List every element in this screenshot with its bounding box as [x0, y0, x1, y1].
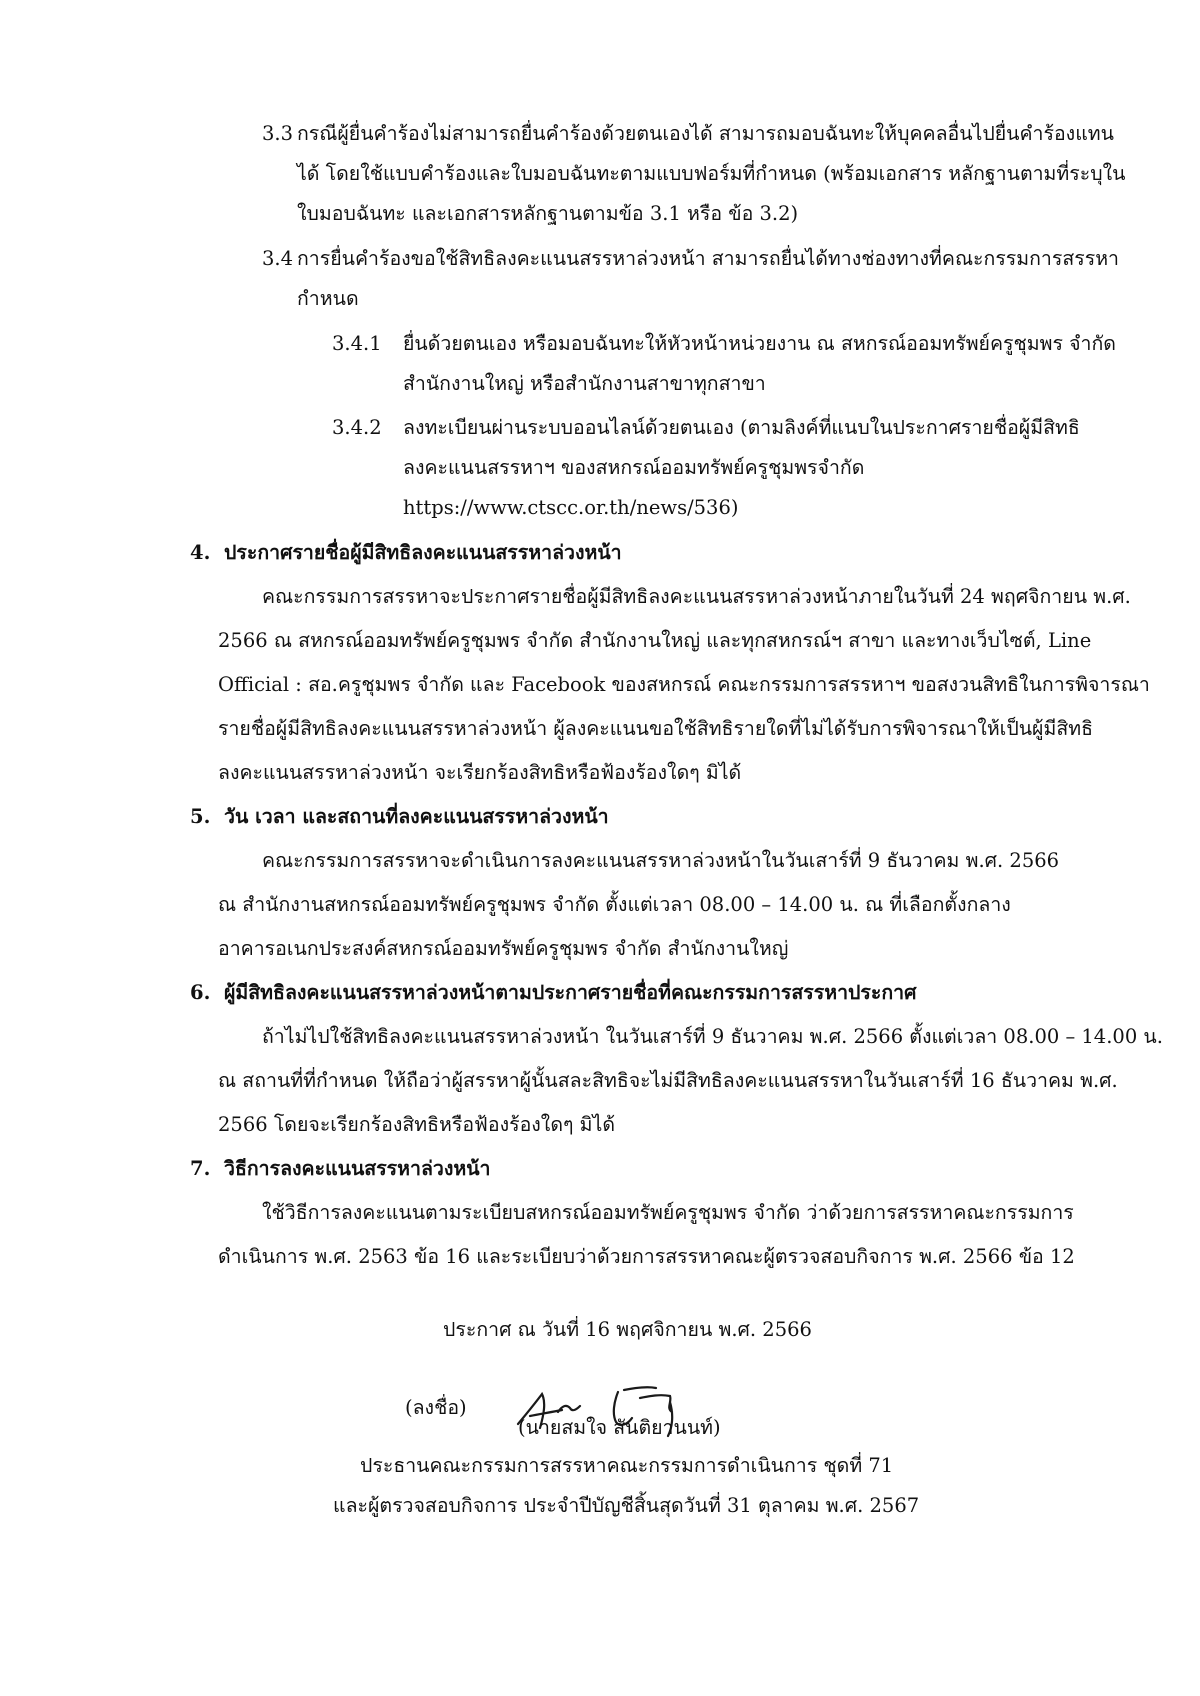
section-6-number: 6. — [190, 981, 211, 1004]
item-3-4-2-line-2: ลงคะแนนสรรหาฯ ของสหกรณ์ออมทรัพย์ครูชุมพรจำกัด — [403, 456, 865, 479]
signer-name: (นายสมใจ สันติยานนท์) — [518, 1416, 721, 1439]
item-3-4-2-line-1: ลงทะเบียนผ่านระบบออนไลน์ด้วยตนเอง (ตามลิงค์ที่แนบในประกาศรายชื่อผู้มีสิทธิ — [403, 416, 1080, 439]
item-3-3-line-1: กรณีผู้ยื่นคำร้องไม่สามารถยื่นคำร้องด้วยตนเองได้ สามารถมอบฉันทะให้บุคคลอื่นไปยื่นคำร้องแทน — [297, 122, 1114, 145]
section-7-line-1: ใช้วิธีการลงคะแนนตามระเบียบสหกรณ์ออมทรัพย์ครูชุมพร จำกัด ว่าด้วยการสรรหาคณะกรรมการ — [262, 1201, 1074, 1224]
section-7-heading: วิธีการลงคะแนนสรรหาล่วงหน้า — [224, 1157, 491, 1180]
section-4-line-4: รายชื่อผู้มีสิทธิลงคะแนนสรรหาล่วงหน้า ผู้ลงคะแนนขอใช้สิทธิรายใดที่ไม่ได้รับการพิจารณาให้เป็นผู้มีสิทธิ — [218, 717, 1093, 740]
item-3-4-2-number: 3.4.2 — [332, 416, 382, 439]
section-5-line-3: อาคารอเนกประสงค์สหกรณ์ออมทรัพย์ครูชุมพร จำกัด สำนักงานใหญ่ — [218, 937, 789, 960]
signature-label: (ลงชื่อ) — [405, 1396, 467, 1419]
section-5-line-1: คณะกรรมการสรรหาจะดำเนินการลงคะแนนสรรหาล่วงหน้าในวันเสาร์ที่ 9 ธันวาคม พ.ศ. 2566 — [262, 849, 1060, 872]
item-3-4-1-line-2: สำนักงานใหญ่ หรือสำนักงานสาขาทุกสาขา — [403, 372, 766, 395]
section-4-heading: ประกาศรายชื่อผู้มีสิทธิลงคะแนนสรรหาล่วงหน้า — [224, 541, 622, 564]
item-3-3-line-2: ได้ โดยใช้แบบคำร้องและใบมอบฉันทะตามแบบฟอร์มที่กำหนด (พร้อมเอกสาร หลักฐานตามที่ระบุใน — [297, 162, 1126, 185]
item-3-4-1-line-1: ยื่นด้วยตนเอง หรือมอบฉันทะให้หัวหน้าหน่วยงาน ณ สหกรณ์ออมทรัพย์ครูชุมพร จำกัด — [403, 332, 1116, 355]
item-3-3-line-3: ใบมอบฉันทะ และเอกสารหลักฐานตามข้อ 3.1 หรือ ข้อ 3.2) — [297, 202, 799, 225]
section-7-number: 7. — [190, 1157, 211, 1180]
announcement-date: ประกาศ ณ วันที่ 16 พฤศจิกายน พ.ศ. 2566 — [443, 1318, 812, 1341]
section-7-line-2: ดำเนินการ พ.ศ. 2563 ข้อ 16 และระเบียบว่าด้วยการสรรหาคณะผู้ตรวจสอบกิจการ พ.ศ. 2566 ข้อ 12 — [218, 1245, 1075, 1268]
section-6-line-1: ถ้าไม่ไปใช้สิทธิลงคะแนนสรรหาล่วงหน้า ในวันเสาร์ที่ 9 ธันวาคม พ.ศ. 2566 ตั้งแต่เวลา 08.00 – 14.00 น. — [262, 1025, 1163, 1048]
section-6-line-3: 2566 โดยจะเรียกร้องสิทธิหรือฟ้องร้องใดๆ มิได้ — [218, 1113, 615, 1136]
item-3-4-number: 3.4 — [262, 247, 294, 270]
item-3-4-1-number: 3.4.1 — [332, 332, 382, 355]
signer-position-2: และผู้ตรวจสอบกิจการ ประจำปีบัญชีสิ้นสุดวันที่ 31 ตุลาคม พ.ศ. 2567 — [333, 1494, 920, 1517]
section-4-line-5: ลงคะแนนสรรหาล่วงหน้า จะเรียกร้องสิทธิหรือฟ้องร้องใดๆ มิได้ — [218, 761, 742, 784]
item-3-4-line-1: การยื่นคำร้องขอใช้สิทธิลงคะแนนสรรหาล่วงหน้า สามารถยื่นได้ทางช่องทางที่คณะกรรมการสรรหา — [297, 247, 1119, 270]
item-3-3-number: 3.3 — [262, 122, 294, 145]
section-6-heading: ผู้มีสิทธิลงคะแนนสรรหาล่วงหน้าตามประกาศรายชื่อที่คณะกรรมการสรรหาประกาศ — [224, 981, 917, 1004]
section-4-line-2: 2566 ณ สหกรณ์ออมทรัพย์ครูชุมพร จำกัด สำนักงานใหญ่ และทุกสหกรณ์ฯ สาขา และทางเว็บไซต์, Line — [218, 629, 1092, 652]
section-5-heading: วัน เวลา และสถานที่ลงคะแนนสรรหาล่วงหน้า — [224, 805, 609, 828]
signer-position-1: ประธานคณะกรรมการสรรหาคณะกรรมการดำเนินการ ชุดที่ 71 — [360, 1454, 894, 1477]
item-3-4-2-link: https://www.ctscc.or.th/news/536) — [403, 496, 739, 519]
section-4-number: 4. — [190, 541, 211, 564]
section-4-line-1: คณะกรรมการสรรหาจะประกาศรายชื่อผู้มีสิทธิลงคะแนนสรรหาล่วงหน้าภายในวันที่ 24 พฤศจิกายน พ.ศ. — [262, 585, 1131, 608]
item-3-4-line-2: กำหนด — [297, 287, 359, 310]
section-5-number: 5. — [190, 805, 211, 828]
section-4-line-3: Official : สอ.ครูชุมพร จำกัด และ Facebook ของสหกรณ์ คณะกรรมการสรรหาฯ ขอสงวนสิทธิในการพิจารณา — [218, 673, 1150, 696]
section-5-line-2: ณ สำนักงานสหกรณ์ออมทรัพย์ครูชุมพร จำกัด ตั้งแต่เวลา 08.00 – 14.00 น. ณ ที่เลือกตั้งกลาง — [218, 893, 1011, 916]
section-6-line-2: ณ สถานที่ที่กำหนด ให้ถือว่าผู้สรรหาผู้นั้นสละสิทธิจะไม่มีสิทธิลงคะแนนสรรหาในวันเสาร์ที่ 16 ธันวาคม พ.ศ. — [218, 1069, 1118, 1092]
